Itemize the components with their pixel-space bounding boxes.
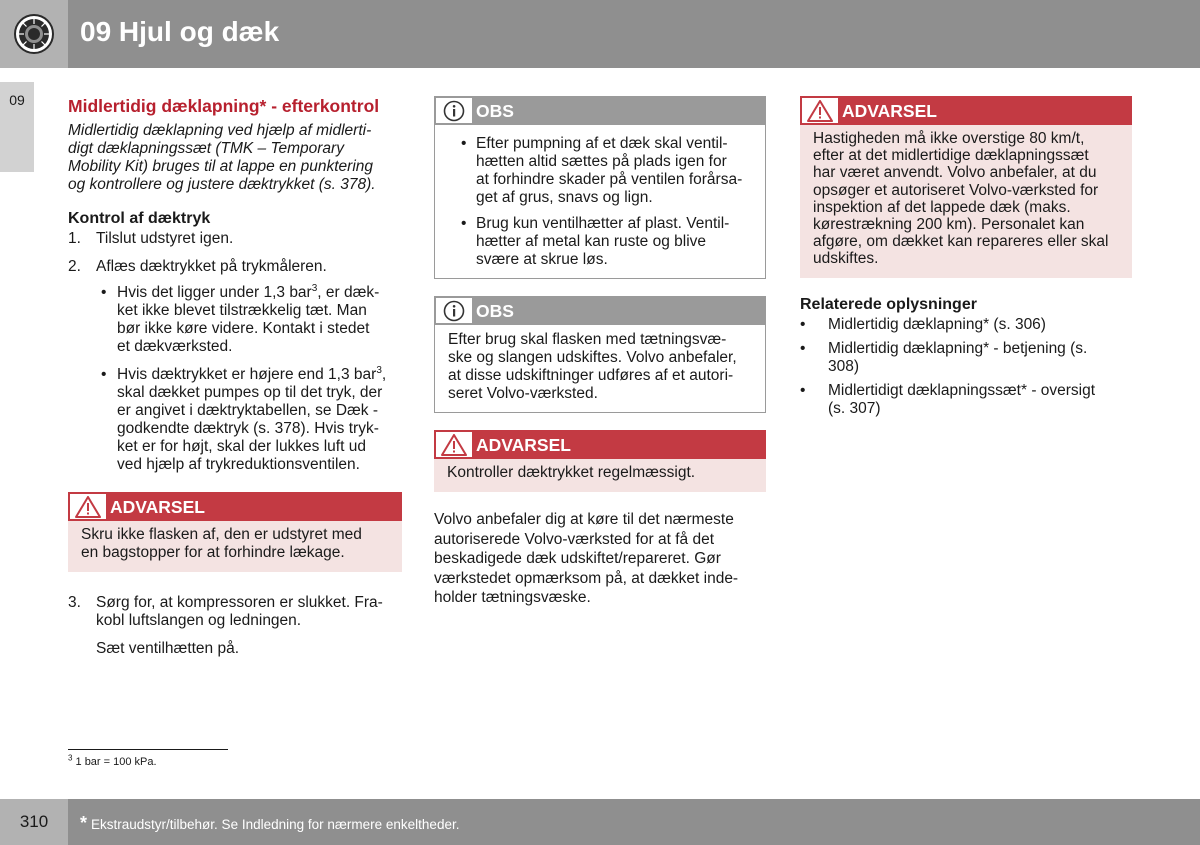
footnote (68, 753, 157, 768)
note-label: OBS (476, 300, 514, 321)
bullet-dot: • (800, 381, 806, 399)
intro-paragraph (68, 122, 402, 194)
warning-text: har været anvendt. Volvo anbefaler, at du (813, 164, 1097, 182)
intro-line: digt dæklapningssæt (TMK – Temporary (68, 140, 344, 157)
note-header (434, 296, 766, 325)
step-text: Tilslut udstyret igen. (96, 230, 234, 247)
note-text: Brug kun ventilhætter af plast. Ventil- (476, 215, 730, 232)
footnote-ref: 3 (376, 364, 382, 376)
footer-note-text: Ekstraudstyr/tilbehør. Se Indledning for nærmere enkeltheder. (91, 817, 460, 832)
step-text: kobl luftslangen og ledningen. (96, 612, 302, 629)
warning-text: kørestrækning 200 km). Personalet kan (813, 216, 1085, 234)
info-icon (434, 96, 474, 125)
warning-box (800, 96, 1132, 278)
footnote-ref: 3 (311, 282, 318, 294)
intro-line: og kontrollere og justere dæktrykket (s. 378). (68, 176, 376, 193)
bullet-text: bør ikke køre videre. Kontakt i stedet (117, 320, 370, 337)
bullet-text: er angivet i dæktryktabellen, se Dæk - (117, 402, 379, 419)
note-text: at disse udskiftninger udføres af et autori- (448, 367, 734, 384)
warning-body (800, 125, 1132, 278)
bullet-text: godkendte dæktryk (s. 378). Hvis tryk- (117, 420, 379, 437)
note-text: seret Volvo-værksted. (448, 385, 598, 402)
note-text: Efter brug skal flasken med tætningsvæ- (448, 331, 727, 348)
page-footer (0, 799, 1200, 845)
step-number: 2. (68, 258, 81, 275)
section-title: Midlertidig dæklapning* - efterkontrol (68, 96, 380, 116)
bullet-dot: • (800, 315, 806, 333)
note-text: hætter af metal kan ruste og blive (476, 233, 707, 250)
column-right (800, 96, 1132, 418)
warning-text: Kontroller dæktrykket regelmæssigt. (447, 464, 696, 481)
note-text: get af grus, snavs og lign. (476, 189, 653, 206)
note-body (434, 325, 766, 413)
page-header (0, 0, 1200, 68)
warning-triangle-icon (68, 492, 108, 521)
bullet-text: Hvis dæktrykket er højere end 1,3 bar (117, 366, 377, 383)
related-heading: Relaterede oplysninger (800, 295, 977, 313)
warning-triangle-icon (800, 96, 840, 125)
note-label: OBS (476, 100, 514, 121)
step-item (68, 594, 402, 630)
note-text: svære at skrue løs. (476, 251, 608, 268)
step-item (68, 258, 402, 276)
bullet-text: , er dæk- (317, 284, 380, 301)
related-text: (s. 307) (828, 399, 881, 417)
page-number: 310 (19, 812, 49, 831)
warning-text: efter at det midlertidige dæklapningssæt (813, 147, 1089, 165)
note-header (434, 96, 766, 125)
warning-header (800, 96, 1132, 125)
page-number-box (0, 799, 68, 845)
bullet-item (68, 284, 402, 356)
footnote-divider (68, 749, 228, 750)
step-note: Sæt ventilhætten på. (96, 640, 240, 657)
note-text: at forhindre skader på ventilen forårsa- (476, 171, 743, 188)
note-text: ske og slangen udskiftes. Volvo anbefaler, (448, 349, 737, 366)
related-text: Midlertidigt dæklapningssæt* - oversigt (828, 381, 1096, 399)
note-bullet (448, 135, 753, 207)
warning-header (434, 430, 766, 459)
bullet-text: skal dækket pumpes op til det tryk, der (117, 384, 383, 401)
bullet-text: , (381, 366, 387, 383)
footnote-text: 1 bar = 100 kPa. (75, 756, 157, 768)
related-text: 308) (828, 357, 860, 375)
paragraph-line: Volvo anbefaler dig at køre til det nærmeste (434, 511, 734, 528)
subheading-tire-pressure: Kontrol af dæktryk (68, 210, 211, 227)
bullet-text: ved hjælp af trykreduktionsventilen. (117, 456, 360, 473)
step-text: Sørg for, at kompressoren er slukket. Fra- (96, 594, 383, 611)
warning-label: ADVARSEL (842, 100, 937, 121)
warning-text: afgøre, om dækket kan repareres eller skal (813, 233, 1109, 251)
warning-text: en bagstopper for at forhindre lækage. (81, 544, 345, 561)
warning-text: inspektion af det lappede dæk (maks. (813, 198, 1071, 216)
intro-line: Midlertidig dæklapning ved hjælp af midlerti- (68, 122, 372, 139)
chapter-tab-label: 09 (9, 92, 25, 108)
note-bullet (448, 215, 753, 269)
header-icon-box (0, 0, 68, 68)
warning-triangle-icon (434, 430, 474, 459)
warning-label: ADVARSEL (110, 496, 205, 517)
step-item (68, 230, 402, 248)
intro-line: Mobility Kit) bruges til at lappe en punktering (68, 158, 373, 175)
bullet-item (68, 366, 402, 474)
step-text: Aflæs dæktrykket på trykmåleren. (96, 258, 327, 275)
paragraph-line: holder tætningsvæske. (434, 589, 591, 606)
bullet-text: Hvis det ligger under 1,3 bar (117, 284, 312, 301)
warning-body (68, 521, 402, 572)
note-box (434, 96, 766, 279)
info-icon (434, 296, 474, 325)
footer-note (80, 813, 459, 834)
related-text: Midlertidig dæklapning* (s. 306) (828, 315, 1046, 333)
bullet-text: et dækværksted. (117, 338, 233, 355)
warning-header (68, 492, 402, 521)
bullet-dot: • (800, 339, 806, 357)
bullet-text: ket er for højt, skal der lukkes luft ud (117, 438, 366, 455)
step-number: 3. (68, 594, 81, 611)
warning-text: opsøger et autoriseret Volvo-værksted for (813, 181, 1099, 199)
warning-box (434, 430, 766, 492)
bullet-dot: • (461, 135, 467, 152)
warning-text: udskiftes. (813, 250, 879, 268)
bullet-dot: • (101, 284, 107, 301)
paragraph-line: autoriserede Volvo-værksted for at få det (434, 530, 715, 548)
note-box (434, 296, 766, 413)
warning-text: Hastigheden må ikke overstige 80 km/t, (813, 130, 1085, 147)
step-number: 1. (68, 230, 81, 247)
related-link[interactable] (800, 340, 1132, 376)
paragraph-line: beskadigede dæk udskiftet/repareret. Gør (434, 550, 721, 567)
paragraph-line: værkstedet opmærksom på, at dækket inde- (434, 569, 739, 587)
asterisk-mark: * (80, 813, 88, 833)
note-body (434, 125, 766, 279)
warning-text: Skru ikke flasken af, den er udstyret med (81, 526, 362, 543)
bullet-dot: • (461, 215, 467, 232)
chapter-title: 09 Hjul og dæk (80, 16, 280, 47)
chapter-side-tab (0, 82, 34, 172)
warning-body (434, 459, 766, 492)
related-link[interactable] (800, 316, 1132, 334)
note-text: hætten altid sættes på plads igen for (476, 153, 727, 170)
warning-box (68, 492, 402, 572)
related-text: Midlertidig dæklapning* - betjening (s. (828, 339, 1088, 357)
recommendation-paragraph (434, 510, 766, 608)
related-link[interactable] (800, 382, 1132, 418)
column-middle (434, 96, 766, 608)
warning-label: ADVARSEL (476, 434, 571, 455)
note-text: Efter pumpning af et dæk skal ventil- (476, 135, 728, 152)
footnote-number: 3 (68, 753, 73, 763)
column-left (68, 96, 402, 658)
bullet-text: ket ikke blevet tilstrækkelig tæt. Man (117, 302, 367, 319)
bullet-dot: • (101, 366, 107, 383)
tire-icon (13, 13, 55, 55)
